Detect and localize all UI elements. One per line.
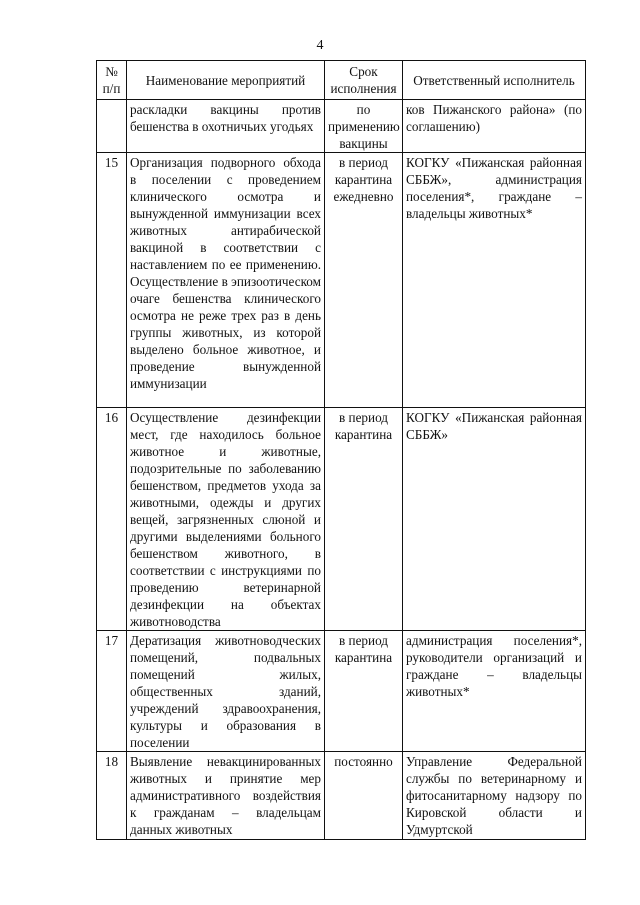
row-num: 15 <box>97 153 127 408</box>
row-term: в период карантина <box>325 408 403 631</box>
header-name: Наименование мероприятий <box>127 61 325 100</box>
table-row <box>97 408 586 631</box>
header-term: Срок исполнения <box>325 61 403 100</box>
row-term: в период карантина ежедневно <box>325 153 403 408</box>
row-name: Осуществление дезинфекции мест, где находилось больное животное и животные, подозрительные по заболеванию бешенством, предметов ухода за животными, одежды и других вещей, загрязненных слюной и другими выделениями больного бешенством животного, в соответствии с инструкциями по проведению ветеринарной дезинфекции на объектах животноводства <box>127 408 325 631</box>
page-number: 4 <box>316 38 324 53</box>
row-num <box>97 100 127 153</box>
row-name: Дератизация животноводческих помещений, подвальных помещений жилых, общественных зданий, учреждений здравоохранения, культуры и образования в поселении <box>127 631 325 752</box>
row-name: раскладки вакцины против бешенства в охотничьих угодьях <box>127 100 325 153</box>
row-name: Организация подворного обхода в поселении с проведением клинического осмотра и вынужденной иммунизации всех животных антирабической вакциной в соответствии с наставлением по ее применению. Осуществление в эпизоотическом очаге бешенства клинического осмотра не реже трех раз в день группы животных, из которой выделено больное животное, и проведение вынужденной иммунизации <box>127 153 325 408</box>
row-responsible: ков Пижанского района» (по соглашению) <box>403 100 586 153</box>
row-num: 16 <box>97 408 127 631</box>
header-row <box>97 61 586 100</box>
row-responsible: КОГКУ «Пижанская районная СББЖ», администрация поселения*, граждане – владельцы животных* <box>403 153 586 408</box>
row-term: по применению вакцины <box>325 100 403 153</box>
table-header <box>97 61 586 100</box>
row-num: 17 <box>97 631 127 752</box>
header-num: № п/п <box>97 61 127 100</box>
table-row <box>97 153 586 408</box>
table-row <box>97 752 586 840</box>
measures-table <box>96 60 586 840</box>
table-body <box>97 100 586 840</box>
table-row <box>97 631 586 752</box>
row-num: 18 <box>97 752 127 840</box>
row-name: Выявление невакцинированных животных и принятие мер административного воздействия к гражданам – владельцам данных животных <box>127 752 325 840</box>
header-responsible: Ответственный исполнитель <box>403 61 586 100</box>
row-term: в период карантина <box>325 631 403 752</box>
row-responsible: КОГКУ «Пижанская районная СББЖ» <box>403 408 586 631</box>
row-responsible: администрация поселения*, руководители организаций и граждане – владельцы животных* <box>403 631 586 752</box>
row-responsible: Управление Федеральной службы по ветеринарному и фитосанитарному надзору по Кировской области и Удмуртской <box>403 752 586 840</box>
row-term: постоянно <box>325 752 403 840</box>
table-row <box>97 100 586 153</box>
